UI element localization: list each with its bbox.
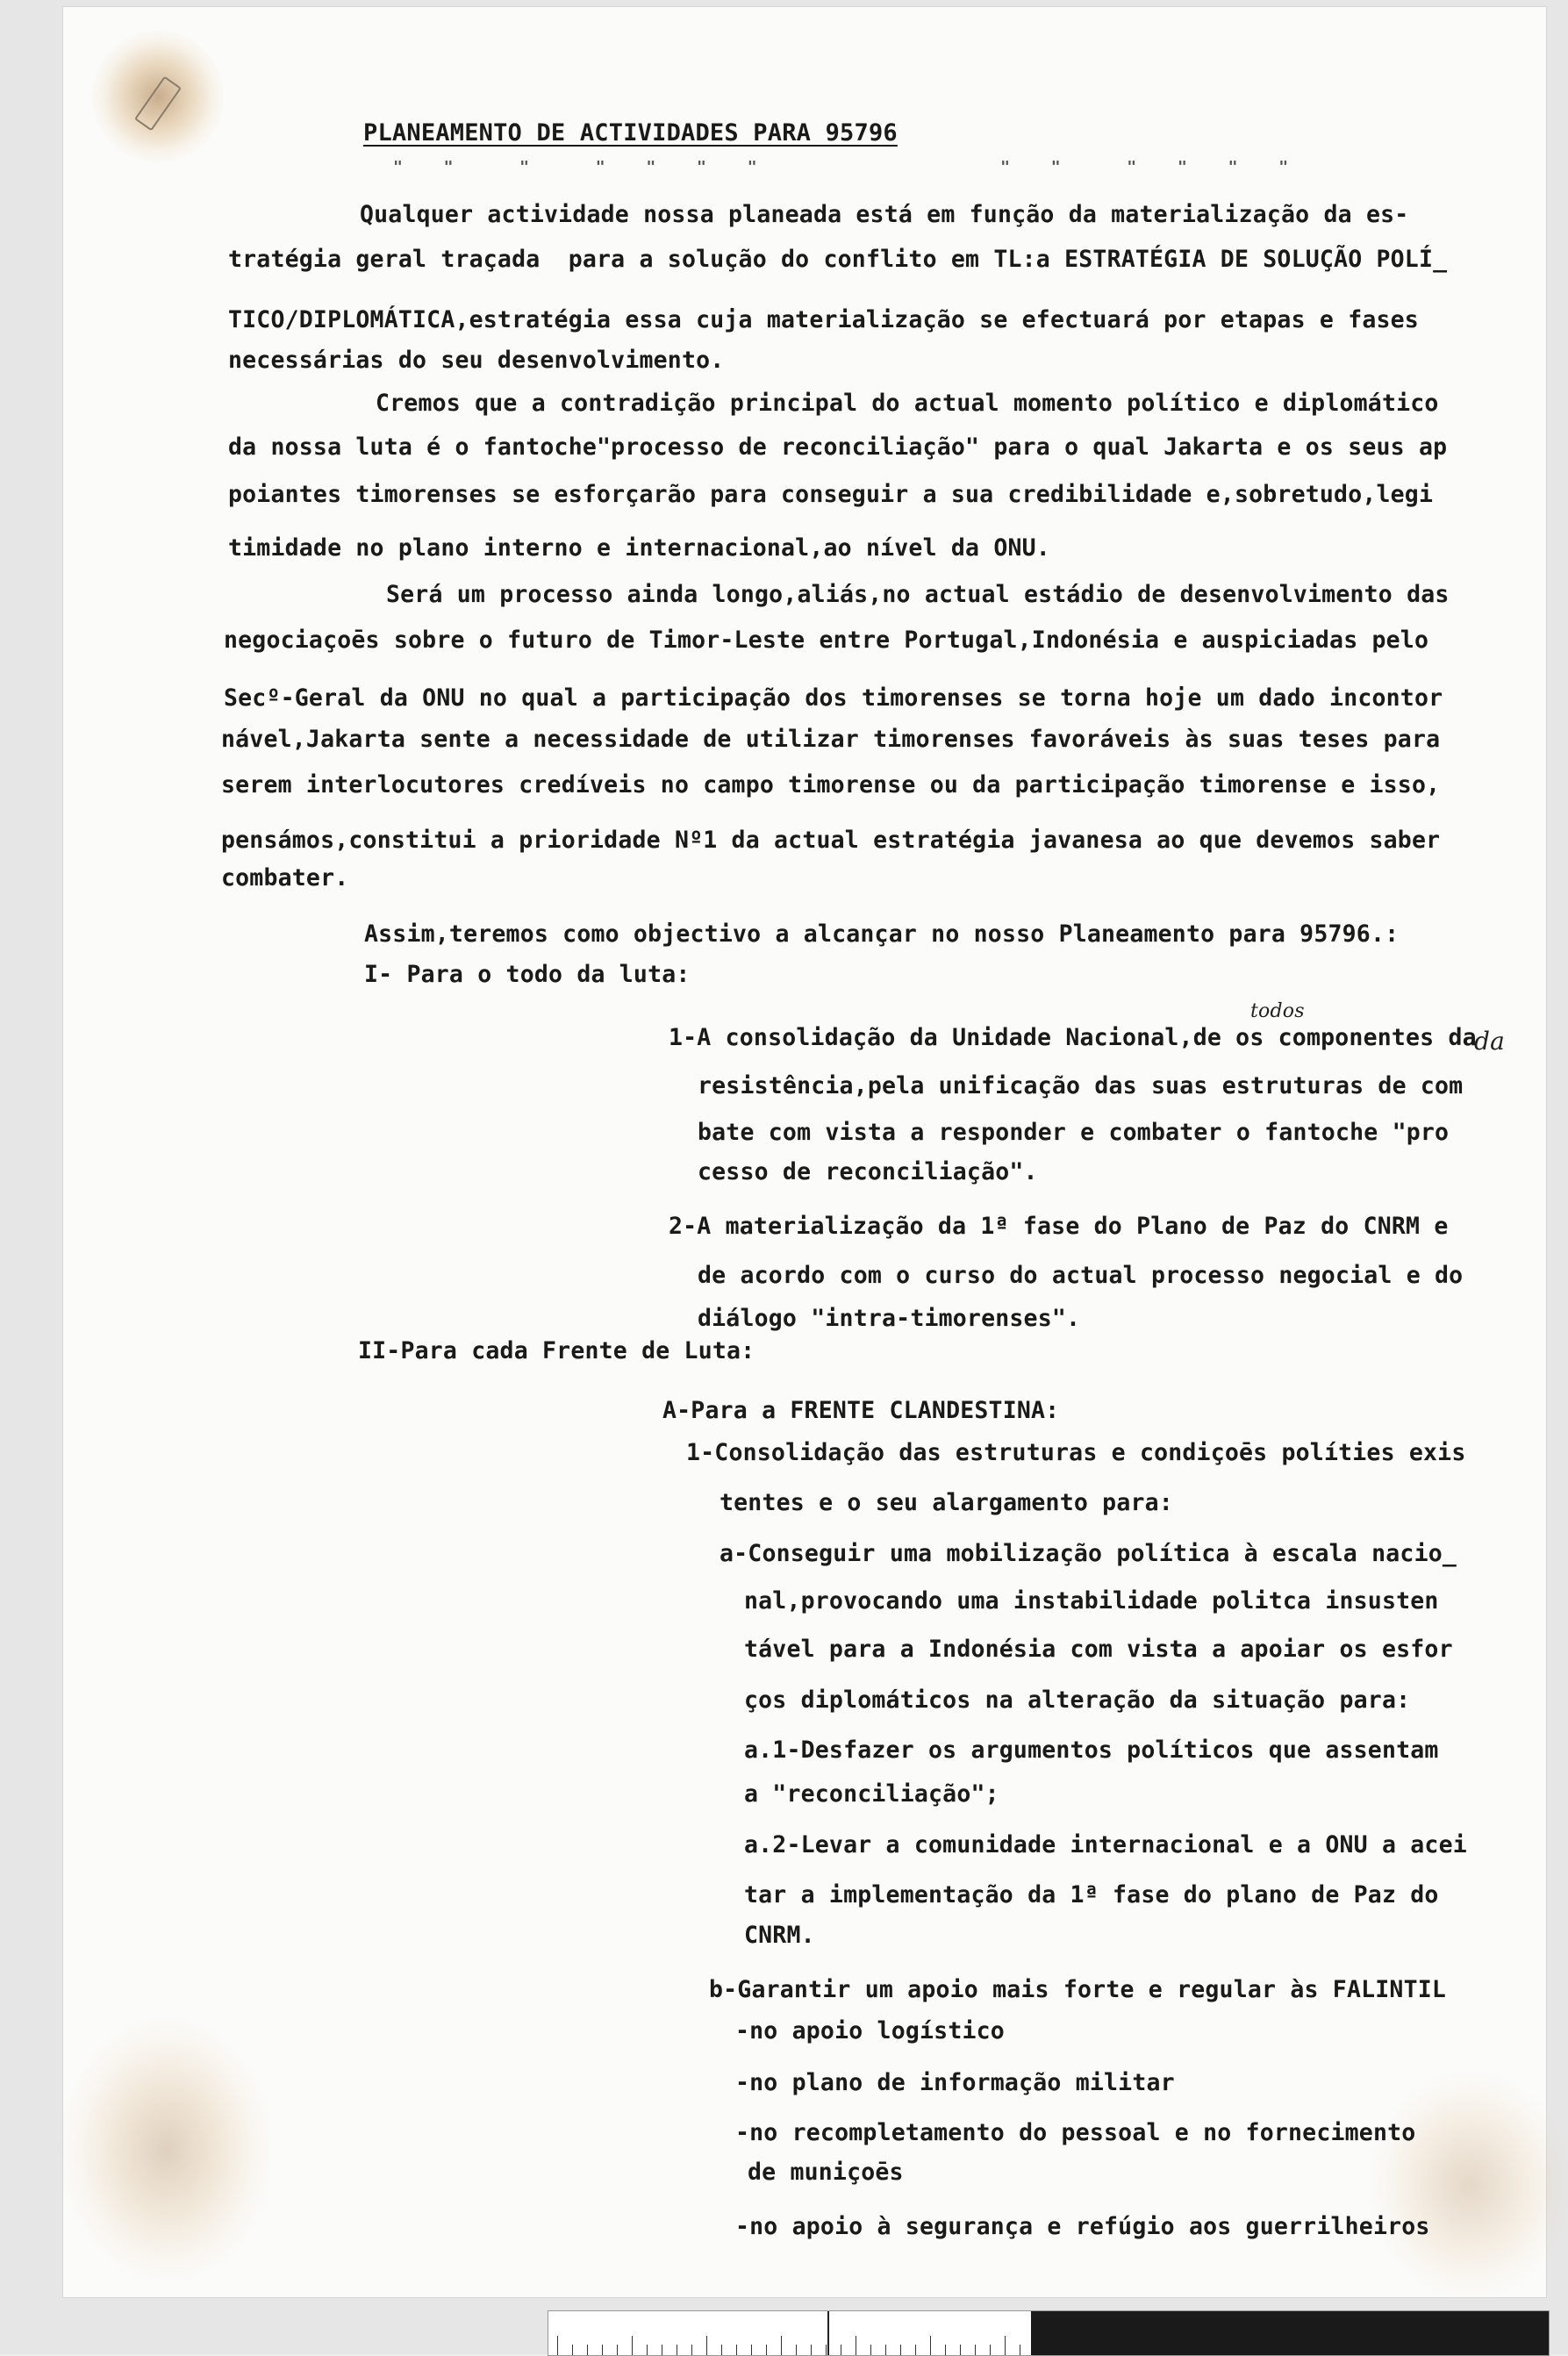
para-line: timidade no plano interno e internacional,ao nível da ONU. [228, 534, 1050, 562]
scale-tick [1005, 2336, 1006, 2355]
list-item: a.2-Levar a comunidade internacional e a ONU a acei [744, 1831, 1467, 1858]
para-line: Qualquer actividade nossa planeada está em função da materialização da es- [360, 201, 1409, 228]
scale-tick [602, 2345, 603, 2355]
para-line: necessárias do seu desenvolvimento. [228, 347, 725, 374]
list-item: -no apoio logístico [735, 2017, 1005, 2044]
scale-tick [736, 2345, 737, 2355]
list-item: CNRM. [744, 1922, 815, 1949]
para-line: poiantes timorenses se esforçarão para conseguir a sua credibilidade e,sobretudo,legi [228, 481, 1434, 508]
list-item: resistência,pela unificação das suas estruturas de com [698, 1072, 1464, 1099]
list-item: 1-A consolidação da Unidade Nacional,de os componentes da [669, 1024, 1477, 1051]
para-line: pensámos,constitui a prioridade Nº1 da actual estratégia javanesa ao que devemos saber [221, 827, 1441, 854]
list-item: nal,provocando uma instabilidade politca insusten [744, 1587, 1439, 1615]
scale-tick [781, 2336, 782, 2355]
scale-tick [691, 2345, 692, 2355]
objective-line: Assim,teremos como objectivo a alcançar no nosso Planeamento para 95796.: [364, 920, 1400, 948]
scale-tick [945, 2345, 946, 2355]
list-item: cesso de reconciliação". [698, 1158, 1038, 1185]
list-item: ços diplomáticos na alteração da situação para: [744, 1686, 1411, 1714]
scale-tick [796, 2345, 797, 2355]
para-line: Secº-Geral da ONU no qual a participação dos timorenses se torna hoje um dado incontor [224, 684, 1443, 712]
measurement-scale [548, 2310, 1550, 2356]
scale-tick [930, 2336, 931, 2355]
subsection-heading: A-Para a FRENTE CLANDESTINA: [662, 1397, 1060, 1424]
scale-tick [960, 2345, 961, 2355]
scale-tick [706, 2336, 707, 2355]
list-item: bate com vista a responder e combater o fantoche "pro [698, 1119, 1450, 1146]
scale-tick [721, 2345, 722, 2355]
section-heading: II-Para cada Frente de Luta: [358, 1337, 755, 1364]
scale-tick [766, 2345, 767, 2355]
scale-tick [990, 2345, 991, 2355]
quote-marks: " " " " " " " " " " " " " [393, 158, 1305, 176]
scale-black-block [1031, 2311, 1549, 2355]
list-item: tável para a Indonésia com vista a apoiar os esfor [744, 1636, 1453, 1663]
scale-tick [900, 2345, 901, 2355]
scale-tick [811, 2345, 812, 2355]
scale-tick [870, 2345, 871, 2355]
list-item: b-Garantir um apoio mais forte e regular às FALINTIL [709, 1976, 1447, 2003]
para-line: combater. [221, 864, 349, 892]
scale-tick [885, 2345, 886, 2355]
para-line: serem interlocutores credíveis no campo timorense ou da participação timorense e isso, [221, 771, 1441, 798]
list-item: de acordo com o curso do actual processo negocial e do [698, 1262, 1464, 1289]
scale-divider [827, 2311, 829, 2355]
list-item: 1-Consolidação das estruturas e condiçoēs políties exis [686, 1439, 1466, 1466]
list-item: tentes e o seu alargamento para: [720, 1489, 1173, 1516]
list-item: a "reconciliação"; [744, 1780, 999, 1808]
scale-tick [557, 2336, 558, 2355]
scale-tick [587, 2345, 588, 2355]
list-item: diálogo "intra-timorenses". [698, 1305, 1081, 1332]
scale-tick [751, 2345, 752, 2355]
scale-tick [647, 2345, 648, 2355]
scale-tick [975, 2345, 976, 2355]
scale-tick [826, 2345, 827, 2355]
para-line: Será um processo ainda longo,aliás,no actual estádio de desenvolvimento das [386, 581, 1450, 608]
list-item: -no apoio à segurança e refúgio aos guerrilheiros [735, 2213, 1430, 2240]
scale-tick [572, 2345, 573, 2355]
scale-tick [915, 2345, 916, 2355]
para-line: TICO/DIPLOMÁTICA,estratégia essa cuja materialização se efectuará por etapas e fases [228, 306, 1419, 333]
list-item: a-Conseguir uma mobilização política à escala nacio_ [720, 1540, 1457, 1567]
list-item: 2-A materialização da 1ª fase do Plano de Paz do CNRM e [669, 1213, 1449, 1240]
document-title: PLANEAMENTO DE ACTIVIDADES PARA 95796 [363, 119, 898, 147]
section-heading: I- Para o todo da luta: [364, 961, 691, 988]
para-line: Cremos que a contradição principal do actual momento político e diplomático [376, 390, 1439, 417]
list-item: -no plano de informação militar [735, 2069, 1175, 2096]
para-line: da nossa luta é o fantoche"processo de reconciliação" para o qual Jakarta e os seus ap [228, 433, 1448, 461]
para-line: tratégia geral traçada para a solução do conflito em TL:a ESTRATÉGIA DE SOLUÇÃO POLÍ_ [228, 246, 1448, 273]
scale-tick [617, 2345, 618, 2355]
list-item: tar a implementação da 1ª fase do plano de Paz do [744, 1881, 1439, 1908]
list-item: -no recompletamento do pessoal e no fornecimento [735, 2119, 1416, 2146]
para-line: nável,Jakarta sente a necessidade de utilizar timorenses favoráveis às suas teses para [221, 726, 1441, 753]
para-line: negociaçoēs sobre o futuro de Timor-Leste entre Portugal,Indonésia e auspiciadas pelo [224, 627, 1429, 654]
list-item: de muniçoēs [748, 2159, 904, 2186]
scale-tick [632, 2336, 633, 2355]
handwritten-insert-todos: todos [1250, 1000, 1305, 1022]
handwritten-insert-da: da [1474, 1027, 1506, 1056]
list-item: a.1-Desfazer os argumentos políticos que assentam [744, 1737, 1439, 1764]
